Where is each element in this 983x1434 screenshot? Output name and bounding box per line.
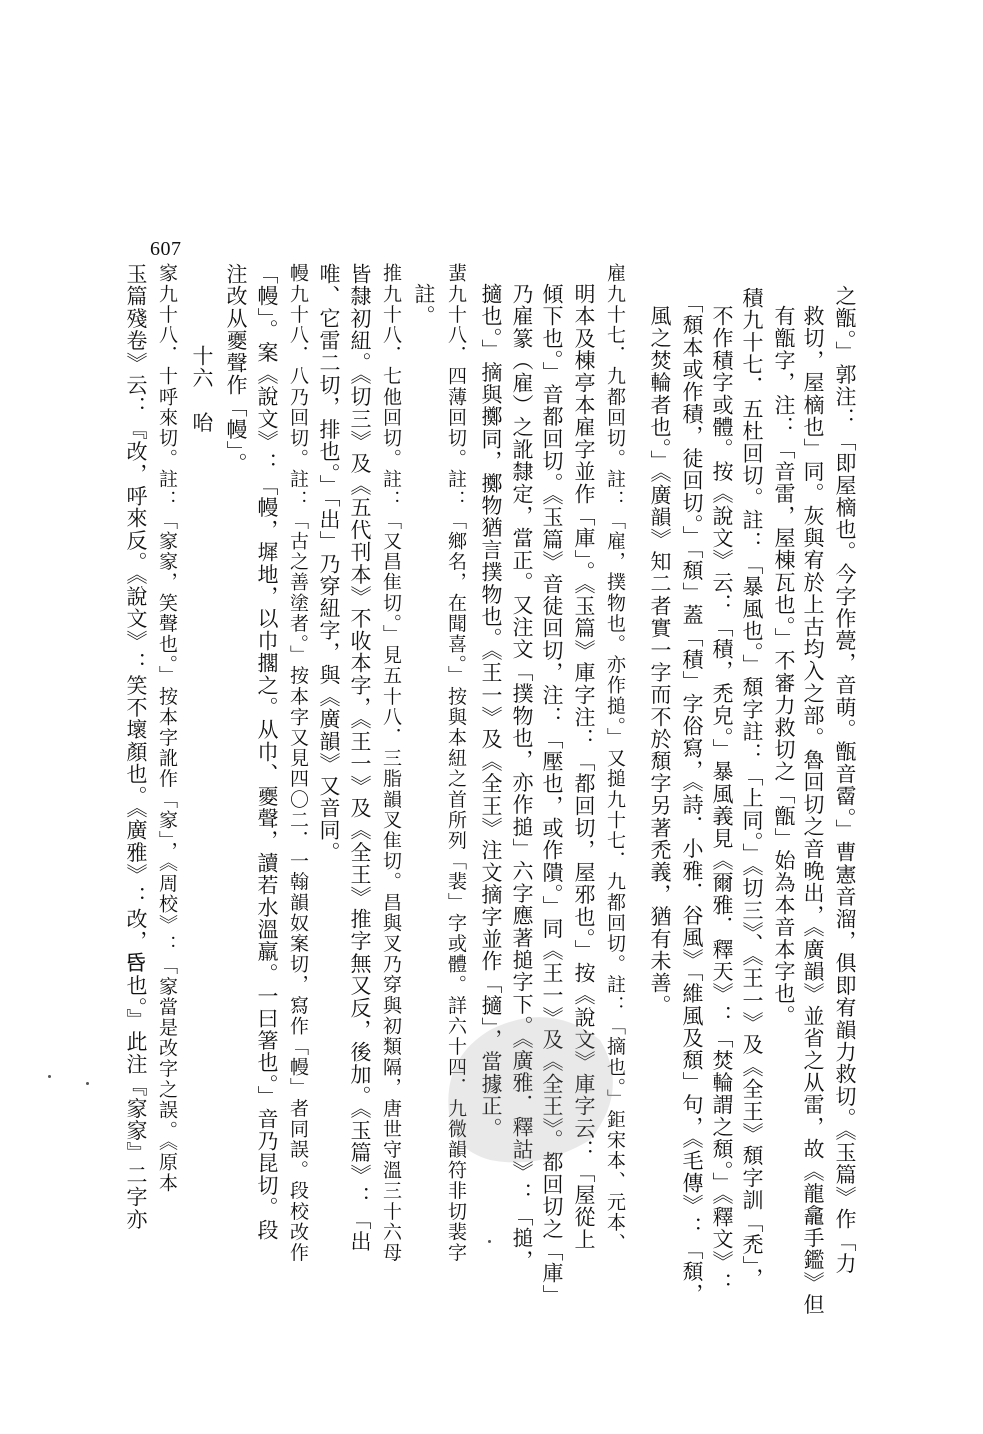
text-column-9: 明本及棟亭本雇字並作「庫」。《玉篇》庫字注：「都回切，屋邪也。」按《說文》庫字云：「屋從上	[572, 283, 596, 1251]
text-column-1: 之甑。」郭注：「即屋樀也。今字作甍，音萌。甑音霤。」曹憲音溜，俱即宥韻力救切。《玉篇》作「力	[833, 285, 857, 1275]
text-column-17: 唯、它雷二切，排也。」「出」乃穿紐字，與《廣韻》又音同。	[317, 263, 341, 864]
text-column-11: 乃雇篆（雇）之訛隸定，當正。又注文「撲物也，亦作搥」六字應著搥字下。《廣雅．釋詁》：「搥，	[510, 283, 534, 1272]
text-column-18: 幔九十八．八乃回切。註：「古之善塗者。」按本字又見四〇二．一翰韻奴案切，寫作「幔」者同誤。段校改作	[287, 263, 309, 1263]
text-column-8: 雇九十七．九都回切。註：「雇，撲物也。亦作搥。」又搥九十七．九都回切。註：「摘也。」鉅宋本、元本、	[604, 263, 626, 1254]
text-column-13: 蜚九十八．四薄回切。註：「鄉名，在聞喜。」按與本紐之首所列「裴」字或體。詳六十四．九微韻符非切裴字	[445, 263, 467, 1263]
text-column-22: 玉篇殘卷》云：『改，呼來反。《說文》：笑不壞顏也。《廣雅》：改，𠯑也。』此注『䆥䆥』二字亦	[124, 263, 148, 1231]
page-number: 607	[150, 238, 182, 260]
text-column-5: 不作積字或體。按《說文》云：「積，禿皃。」暴風義見《爾雅．釋天》：「焚輪謂之頹。」《釋文》：	[710, 305, 734, 1295]
text-column-14: 註。	[412, 283, 436, 328]
scan-speck	[488, 1240, 491, 1243]
text-column-6: 「頹本或作積，徒回切。」「頹」蓋「積」字俗寫，《詩．小雅．谷風》「維風及頹」句，《毛傳》：「頹，	[680, 292, 704, 1306]
scan-speck	[48, 1075, 51, 1078]
text-column-20: 注改从夒聲作「幔」。	[224, 263, 248, 475]
text-column-15: 推九十八．七他回切。註：「又昌隹切。」見五十八．三脂韻叉隹切。昌與叉乃穿與初類隔，唐世守溫三十六母	[380, 263, 402, 1263]
text-column-12: 擿也。」摘與擲同，擲物猶言撲物也。《王一》及《全王》注文摘字並作「擿」，當據正。	[479, 283, 503, 1140]
text-column-3: 有甑字，注：「音雷，屋棟瓦也。」不審力救切之「甑」始為本音本字也。	[772, 305, 796, 1028]
text-column-16: 皆隸初紐。《切三》及《五代刊本》不收本字，《王一》及《全王》推字無又反，後加。《玉篇》：「出	[348, 263, 372, 1253]
scan-speck	[86, 1082, 89, 1085]
section-heading: 十六 咍	[190, 345, 214, 434]
text-column-7: 風之焚輪者也。」《廣韻》知二者實一字而不於頹字另著禿義，猶有未善。	[648, 305, 672, 1017]
text-column-2: 救切，屋樀也」同。灰與宥於上古均入之部。魯回切之音晚出，《廣韻》並省之从雷，故《龍龕手鑑》但	[801, 305, 825, 1316]
text-column-4: 積九十七．五杜回切。註：「暴風也。」頹字註：「上同。」《切三》、《王一》及《全王》頹字訓「禿」，	[740, 287, 764, 1290]
text-column-10: 傾下也。」音都回切。《玉篇》音徒回切，注：「壓也，或作隤。」同《王一》及《全王》。都回切之「庫」	[540, 283, 564, 1307]
text-column-19: 「幔」。案《說文》：「幔，墀地，以巾擱之。从巾、夒聲，讀若水溫羸。一曰箸也。」音乃昆切。段	[255, 263, 279, 1241]
text-column-21: 䆥九十八．十呼來切。註：「䆥䆥，笑聲也。」按本字訛作「䆥」，《周校》：「䆥當是改字之誤。《原本	[156, 263, 178, 1194]
